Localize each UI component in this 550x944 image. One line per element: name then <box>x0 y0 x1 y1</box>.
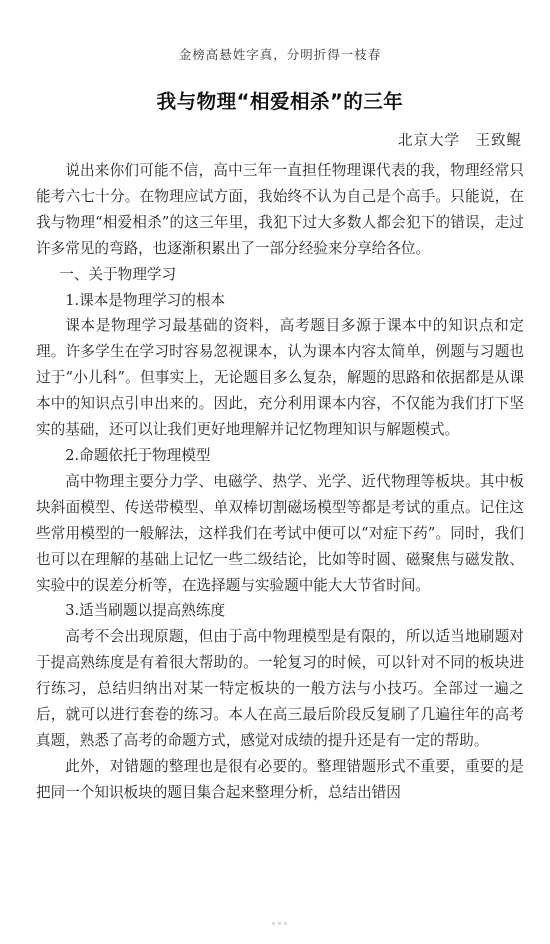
section-heading: 一、关于物理学习 <box>59 265 177 283</box>
article-body <box>36 158 524 806</box>
body-paragraph: 此外，对错题的整理也是很有必要的。整理错题形式不重要，重要的是把同一个知识板块的题目集合起来整理分析，总结出错因 <box>36 757 524 801</box>
body-paragraph: 高考不会出现原题，但由于高中物理模型是有限的，所以适当地刷题对于提高熟练度是有着很大帮助的。一轮复习的时候，可以针对不同的板块进行练习，总结归纳出对某一特定板块的一般方法与小技巧。全部过一遍之后，就可以进行套卷的练习。本人在高三最后阶段反复刷了几遍往年的高考真题，熟悉了高考的命题方式，感觉对成绩的提升还是有一定的帮助。 <box>36 628 524 749</box>
running-header: 金榜高悬姓字真，分明折得一枝春 <box>178 47 382 62</box>
subsection-heading: 2.命题依托于物理模型 <box>65 446 211 464</box>
author-byline: 北京大学 王致鲲 <box>398 133 522 149</box>
body-paragraph: 课本是物理学习最基础的资料，高考题目多源于课本中的知识点和定理。许多学生在学习时容易忽视课本，认为课本内容太简单，例题与习题也过于“小儿科”。但事实上，无论题目多么复杂，解题的思路和依据都是从课本中的知识点引申出来的。因此，充分利用课本内容，不仅能为我们打下坚实的基础，还可以让我们更好地理解并记忆物理知识与解题模式。 <box>36 317 524 439</box>
body-paragraph: 高中物理主要分力学、电磁学、热学、光学、近代物理等板块。其中板块斜面模型、传送带模型、单双棒切割磁场模型等都是考试的重点。记住这些常用模型的一般解法，这样我们在考试中便可以“对症下药”。同时，我们也可以在理解的基础上记忆一些二级结论，比如等时圆、磁聚焦与磁发散、实验中的误差分析等，在选择题与实验题中能大大节省时间。 <box>36 472 524 594</box>
subsection-heading: 3.适当刷题以提高熟练度 <box>65 602 226 620</box>
body-paragraph: 说出来你们可能不信，高中三年一直担任物理课代表的我，物理经常只能考六七十分。在物理应试方面，我始终不认为自己是个高手。只能说，在我与物理“相爱相杀”的这三年里，我犯下过大多数人都会犯下的错误，走过许多常见的弯路，也逐渐积累出了一部分经验来分享给各位。 <box>36 162 524 257</box>
watermark-dots <box>272 918 288 928</box>
article-title: 我与物理“相爱相杀”的三年 <box>156 90 404 113</box>
subsection-heading: 1.课本是物理学习的根本 <box>65 291 226 309</box>
